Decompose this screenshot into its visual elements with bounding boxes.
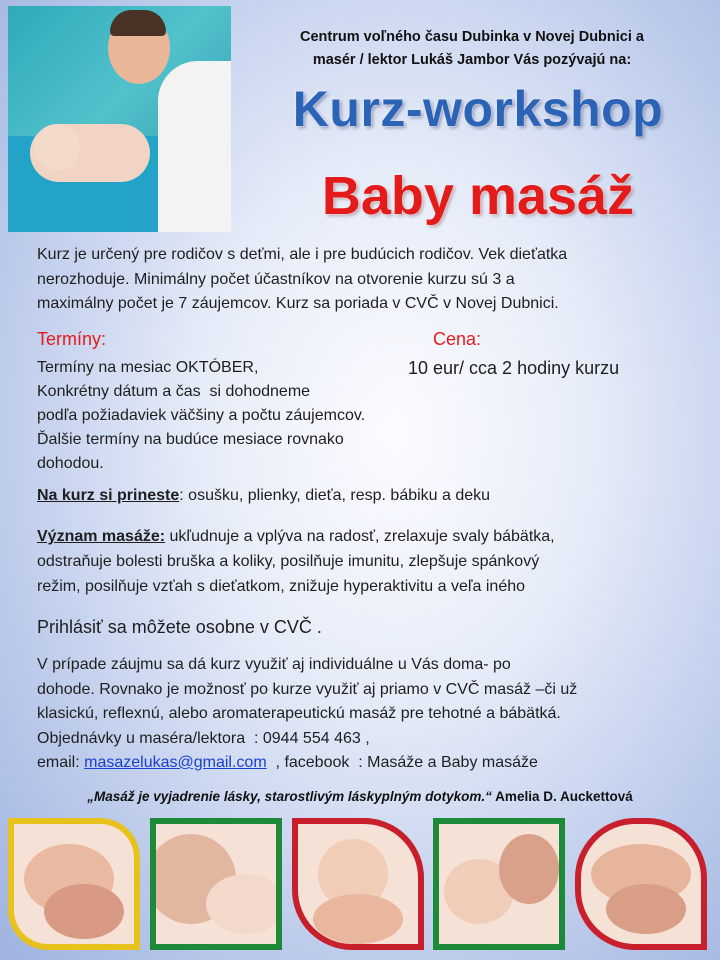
contact-details [37, 653, 697, 776]
terms-heading: Termíny: [37, 329, 107, 349]
header-photo-masseur-with-baby [8, 6, 231, 232]
quote [0, 789, 720, 804]
terms-text [37, 356, 437, 476]
photo-strip [0, 818, 720, 960]
importance-line: ukľudnuje a vplýva na radosť, zrelaxuje svaly bábätka, [165, 528, 555, 545]
signup-text: Prihlásiť sa môžete osobne v CVČ . [37, 617, 322, 637]
title-kurz-workshop: Kurz-workshop [292, 81, 664, 137]
details-line: dohode. Rovnako je možnosť po kurze využiť aj priamo v CVČ masáž –či už [37, 680, 578, 698]
description-line: maximálny počet je 7 záujemcov. Kurz sa poriada v CVČ v Novej Dubnici. [37, 295, 559, 312]
importance-label: Význam masáže: [37, 528, 166, 545]
intro-text [252, 26, 692, 72]
photo-frame-smiling-baby [292, 818, 424, 950]
description-line: Kurz je určený pre rodičov s deťmi, ale i pre budúcich rodičov. Vek dieťatka [37, 246, 568, 263]
price-value: 10 eur/ cca 2 hodiny kurzu [408, 358, 620, 378]
details-line: V prípade záujmu sa dá kurz využiť aj individuálne u Vás doma- po [37, 656, 511, 673]
intro-line: masér / lektor Lukáš Jambor Vás pozývajú na: [312, 52, 632, 68]
facebook-text: , facebook : Masáže a Baby masáže [266, 754, 538, 771]
importance-line: odstraňuje bolesti bruška a koliky, posilňuje imunitu, zlepšuje spánkový [37, 553, 540, 570]
bring-text: : osušku, plienky, dieťa, resp. bábiku a deku [179, 487, 491, 504]
intro-line: Centrum voľného času Dubinka v Novej Dubnici a [300, 29, 644, 45]
title-baby-masaz: Baby masáž [321, 166, 635, 226]
price-heading: Cena: [433, 329, 482, 349]
photo-frame-hands [8, 818, 140, 950]
photo-frame-mother-baby [150, 818, 282, 950]
terms-line: Ďalšie termíny na budúce mesiace rovnako [37, 431, 344, 448]
quote-text: „Masáž je vyjadrenie lásky, starostlivým láskyplným dotykom.“ [87, 789, 492, 804]
photo-masseur-hair [110, 10, 166, 36]
terms-line: Konkrétny dátum a čas si dohodneme [37, 383, 311, 400]
bring-label: Na kurz si prineste [37, 487, 180, 504]
photo-masseur-shirt [158, 61, 231, 232]
details-line: Objednávky u maséra/lektora : 0944 554 463 , [37, 729, 370, 747]
details-line: klasickú, reflexnú, alebo aromaterapeutickú masáž pre tehotné a bábätká. [37, 705, 561, 722]
email-prefix: email: [37, 754, 85, 771]
importance-line: režim, posilňuje vzťah s dieťatkom, znižuje hyperaktivitu a veľa iného [37, 578, 526, 595]
massage-importance [37, 524, 687, 599]
photo-frame-baby-massage [433, 818, 565, 950]
bring-items [37, 487, 697, 505]
photo-baby-head [34, 124, 80, 170]
terms-line: podľa požiadaviek väčšiny a počtu záujemcov. [37, 407, 366, 424]
quote-author: Amelia D. Auckettová [491, 789, 633, 804]
photo-frame-baby-feet [575, 818, 707, 950]
course-description [37, 243, 687, 317]
terms-line: dohodou. [37, 455, 104, 472]
description-line: nerozhoduje. Minimálny počet účastníkov na otvorenie kurzu sú 3 a [37, 270, 515, 288]
terms-line: Termíny na mesiac OKTÓBER, [37, 359, 259, 376]
email-link[interactable]: masazelukas@gmail.com [84, 754, 267, 771]
